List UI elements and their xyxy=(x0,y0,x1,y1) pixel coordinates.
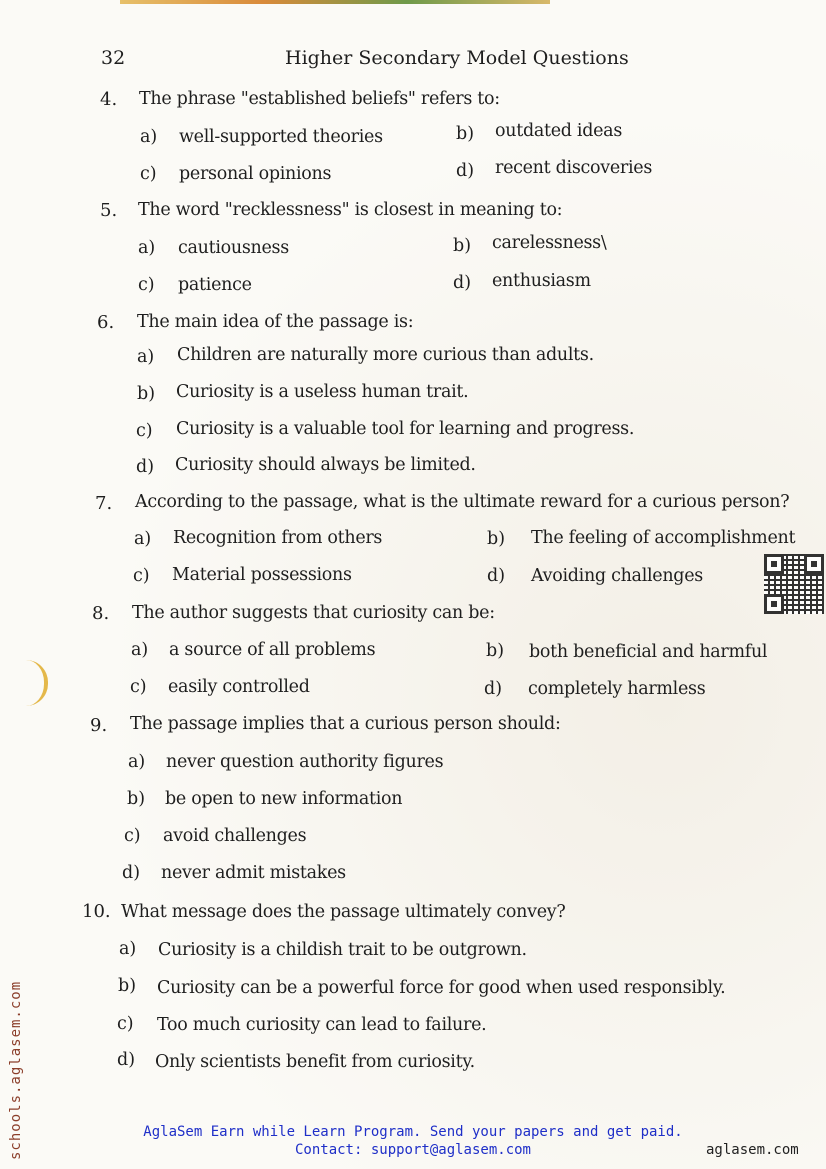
option-text: Curiosity is a valuable tool for learning and progress. xyxy=(176,419,635,439)
question-number: 5. xyxy=(100,200,118,221)
option-label: a) xyxy=(131,640,149,660)
option-label: b) xyxy=(487,529,506,549)
option-text: never question authority figures xyxy=(166,752,444,772)
option-text: The feeling of accomplishment xyxy=(531,528,796,548)
option-label: a) xyxy=(140,127,158,147)
question-number: 8. xyxy=(92,603,110,624)
option-text: Only scientists benefit from curiosity. xyxy=(155,1052,475,1072)
option-text: a source of all problems xyxy=(169,640,376,660)
option-text: Children are naturally more curious than adults. xyxy=(177,345,594,365)
option-text: Too much curiosity can lead to failure. xyxy=(157,1015,487,1035)
question-text: According to the passage, what is the ultimate reward for a curious person? xyxy=(135,492,790,512)
option-text: recent discoveries xyxy=(495,158,653,178)
option-label: d) xyxy=(453,273,472,293)
option-label: a) xyxy=(138,238,156,258)
option-label: c) xyxy=(130,677,147,697)
option-text: easily controlled xyxy=(168,677,310,697)
option-label: c) xyxy=(136,421,153,441)
page-title: Higher Secondary Model Questions xyxy=(285,47,629,69)
question-text: What message does the passage ultimately convey? xyxy=(121,902,566,922)
option-label: c) xyxy=(124,826,141,846)
question-number: 7. xyxy=(95,493,113,514)
option-label: b) xyxy=(118,976,137,996)
footer-contact-text[interactable]: Contact: support@aglasem.com xyxy=(294,1142,531,1158)
option-label: c) xyxy=(140,164,157,184)
option-text: Curiosity should always be limited. xyxy=(175,455,476,475)
option-text: Material possessions xyxy=(172,565,352,585)
option-label: d) xyxy=(484,679,503,699)
option-label: b) xyxy=(486,641,505,661)
option-label: c) xyxy=(138,275,155,295)
question-text: The author suggests that curiosity can be: xyxy=(132,603,495,623)
question-number: 10. xyxy=(82,901,111,922)
option-text: Curiosity can be a powerful force for good when used responsibly. xyxy=(157,978,726,998)
option-text: both beneficial and harmful xyxy=(529,642,768,662)
question-text: The passage implies that a curious person should: xyxy=(130,714,561,734)
option-label: b) xyxy=(137,384,156,404)
option-label: c) xyxy=(117,1014,134,1034)
question-number: 4. xyxy=(100,89,118,110)
option-label: c) xyxy=(133,566,150,586)
option-label: d) xyxy=(487,566,506,586)
option-text: well-supported theories xyxy=(179,127,383,147)
option-text: Avoiding challenges xyxy=(531,566,703,586)
option-text: personal opinions xyxy=(179,164,332,184)
vertical-watermark: schools.aglasem.com xyxy=(8,980,24,1160)
footer-promo-text: AglaSem Earn while Learn Program. Send your papers and get paid. xyxy=(143,1124,683,1140)
qr-finder-mark xyxy=(764,594,784,614)
question-text: The word "recklessness" is closest in meaning to: xyxy=(138,200,563,220)
option-label: d) xyxy=(456,161,475,181)
option-label: d) xyxy=(136,457,155,477)
option-text: be open to new information xyxy=(165,789,403,809)
option-text: outdated ideas xyxy=(495,121,622,141)
option-text: patience xyxy=(178,275,252,295)
option-text: never admit mistakes xyxy=(161,863,346,883)
question-number: 9. xyxy=(90,715,108,736)
option-text: avoid challenges xyxy=(163,826,307,846)
cover-edge-strip xyxy=(120,0,550,4)
option-label: d) xyxy=(122,863,141,883)
option-text: carelessness\ xyxy=(492,233,607,253)
qr-code xyxy=(764,554,824,614)
option-label: b) xyxy=(456,124,475,144)
question-text: The phrase "established beliefs" refers to: xyxy=(139,89,500,109)
option-label: d) xyxy=(117,1050,136,1070)
qr-finder-mark xyxy=(764,554,784,574)
option-label: a) xyxy=(137,347,155,367)
option-label: b) xyxy=(453,236,472,256)
page-number: 32 xyxy=(101,47,126,69)
option-text: Curiosity is a childish trait to be outgrown. xyxy=(158,940,527,960)
option-text: cautiousness xyxy=(178,238,289,258)
footer-site-link[interactable]: aglasem.com xyxy=(706,1142,799,1158)
option-text: Recognition from others xyxy=(173,528,383,548)
option-label: b) xyxy=(127,789,146,809)
option-label: a) xyxy=(119,939,137,959)
option-text: completely harmless xyxy=(528,679,706,699)
qr-finder-mark xyxy=(804,554,824,574)
option-label: a) xyxy=(128,752,146,772)
question-text: The main idea of the passage is: xyxy=(137,312,414,332)
option-label: a) xyxy=(134,529,152,549)
option-text: enthusiasm xyxy=(492,271,591,291)
option-text: Curiosity is a useless human trait. xyxy=(176,382,469,402)
question-number: 6. xyxy=(97,312,115,333)
